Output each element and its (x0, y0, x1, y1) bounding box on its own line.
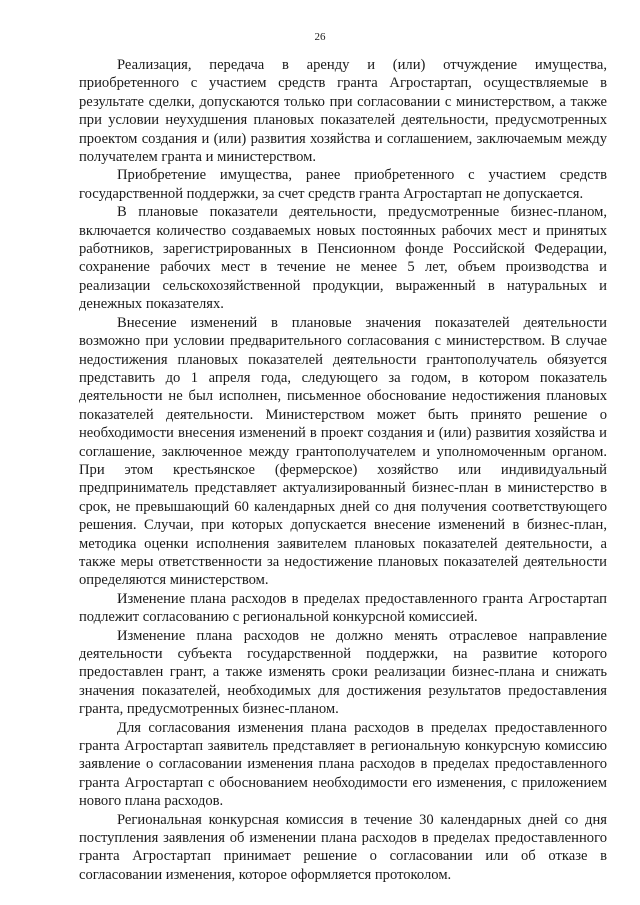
paragraph-indicator-changes: Внесение изменений в плановые значения показателей деятельности возможно при условии предварительного согласования с министерством. В случае недостижения плановых показателей деятельности грантополучатель обязуется представить до 1 апреля года, следующего за годом, в котором показатель деятельности не был исполнен, письменное обоснование недостижения плановых показателей деятельности. Министерством может быть принято решение о необходимости внесения изменений в проект создания и (или) развития хозяйства и соглашение, заключенное между грантополучателем и уполномоченным органом. При этом крестьянское (фермерское) хозяйство или индивидуальный предприниматель представляет актуализированный бизнес-план в министерство в срок, не превышающий 60 календарных дней со дня получения соответствующего решения. Случаи, при которых допускается внесение изменений в бизнес-план, методика оценки исполнения заявителем плановых показателей деятельности, а также меры ответственности за недостижение плановых показателей деятельности определяются министерством. (79, 314, 607, 589)
paragraph-property-alienation: Реализация, передача в аренду и (или) отчуждение имущества, приобретенного с участием средств гранта Агростартап, осуществляемые в результате сделки, допускаются только при согласовании с министерством, а также при условии неухудшения плановых показателей деятельности, предусмотренных проектом создания и (или) развития хозяйства и соглашением, заключаемым между получателем гранта и министерством. (79, 57, 607, 166)
paragraph-commission-decision: Региональная конкурсная комиссия в течение 30 календарных дней со дня поступления заявления об изменении плана расходов в пределах предоставленного гранта Агростартап принимает решение о согласовании или об отказе в согласовании изменения, которое оформляется протоколом. (79, 811, 607, 883)
paragraph-expense-plan-approval: Изменение плана расходов в пределах предоставленного гранта Агростартап подлежит согласованию с региональной конкурсной комиссией. (79, 590, 607, 626)
paragraph-expense-plan-restrictions: Изменение плана расходов не должно менять отраслевое направление деятельности субъекта государственной поддержки, на развитие которого предоставлен грант, а также изменять сроки реализации бизнес-плана и снижать значения показателей, необходимых для достижения результатов предоставления гранта, предусмотренных бизнес-планом. (79, 627, 607, 718)
document-body (79, 56, 607, 884)
page-number: 26 (314, 31, 326, 43)
paragraph-property-acquisition: Приобретение имущества, ранее приобретенного с участием средств государственной поддержки, за счет средств гранта Агростартап не допускается. (79, 167, 607, 202)
paragraph-planned-indicators: В плановые показатели деятельности, предусмотренные бизнес-планом, включается количество создаваемых новых постоянных рабочих мест и принятых работников, зарегистрированных в Пенсионном фонде Российской Федерации, сохранение рабочих мест в течение не менее 5 лет, объем производства и реализации сельскохозяйственной продукции, выраженный в натуральных и денежных показателях. (79, 204, 607, 313)
paragraph-expense-plan-application: Для согласования изменения плана расходов в пределах предоставленного гранта Агростартап заявитель представляет в региональную конкурсную комиссию заявление о согласовании изменения плана расходов в пределах предоставленного гранта Агростартап с обоснованием необходимости его изменения, с приложением нового плана расходов. (79, 719, 607, 810)
